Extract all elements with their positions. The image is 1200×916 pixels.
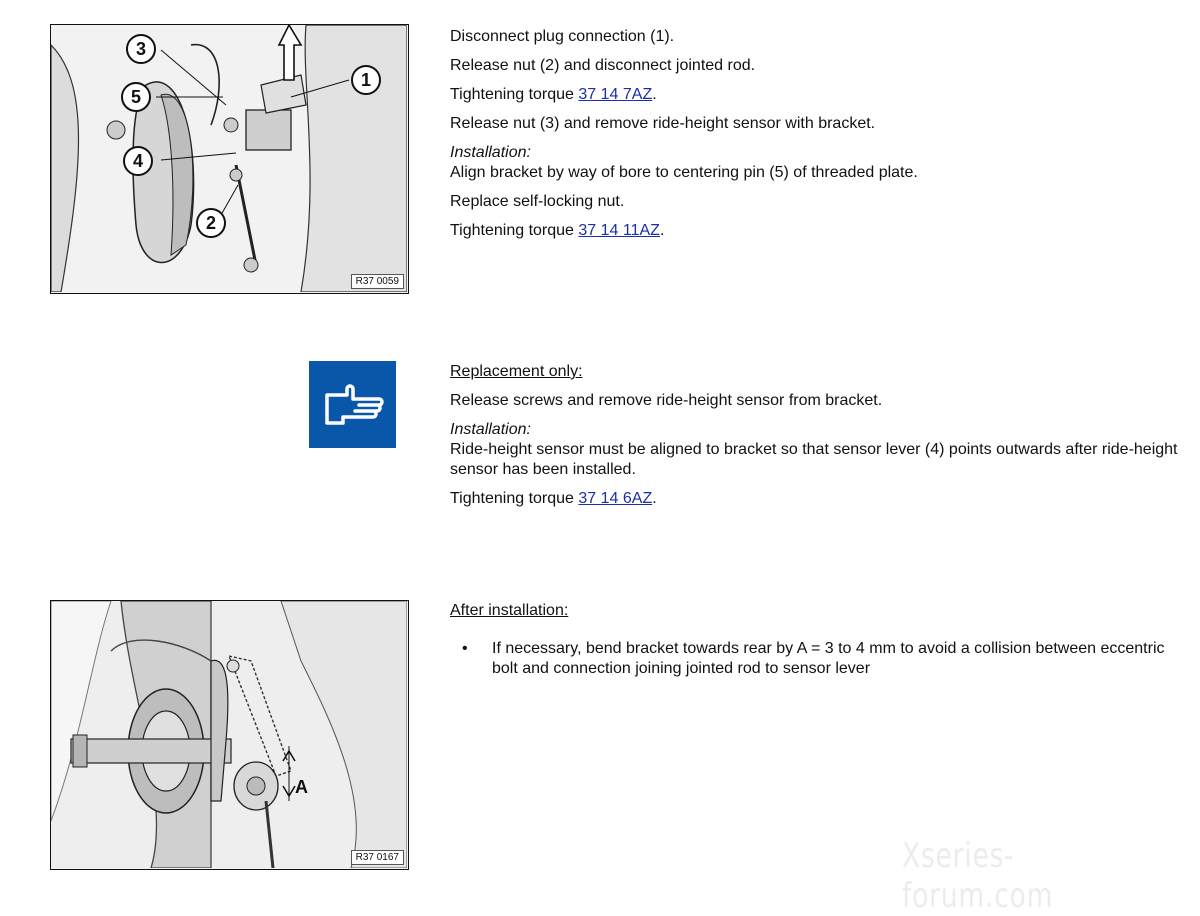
torque-line-1: Tightening torque 37 14 7AZ.	[450, 86, 657, 103]
bracket-illustration	[51, 601, 407, 868]
torque-line-2: Tightening torque 37 14 11AZ.	[450, 222, 665, 239]
callout-4: 4	[123, 146, 153, 176]
step-release-nut-2: Release nut (2) and disconnect jointed rod.	[450, 57, 756, 74]
torque-line-3: Tightening torque 37 14 6AZ.	[450, 490, 657, 507]
step-release-nut-3: Release nut (3) and remove ride-height sensor with bracket.	[450, 115, 876, 132]
step-release-screws: Release screws and remove ride-height sensor from bracket.	[450, 392, 883, 409]
list-item	[462, 639, 1190, 679]
figure-id-2: R37 0167	[351, 850, 404, 865]
installation-label-2: Installation:	[450, 421, 531, 438]
torque-link-37-14-6az[interactable]: 37 14 6AZ	[578, 490, 653, 507]
dimension-label-a: A	[295, 777, 308, 797]
step-disconnect-plug: Disconnect plug connection (1).	[450, 28, 675, 45]
section-replacement-only	[450, 362, 1190, 518]
watermark: Xseries-forum.com	[902, 836, 1054, 916]
pointing-hand-note-icon	[309, 361, 396, 448]
step-align-sensor: Ride-height sensor must be aligned to bracket so that sensor lever (4) points outwards after ride-height sensor has been installed.	[450, 441, 1178, 478]
step-align-bracket: Align bracket by way of bore to centering pin (5) of threaded plate.	[450, 164, 918, 181]
figure-bracket-bend	[50, 600, 409, 870]
torque-link-37-14-11az[interactable]: 37 14 11AZ	[578, 222, 660, 239]
after-installation-heading: After installation:	[450, 602, 569, 619]
section-after-installation	[450, 601, 1190, 679]
figure-id: R37 0059	[351, 274, 404, 289]
figure-ride-height-sensor	[50, 24, 409, 294]
callout-5: 5	[121, 82, 151, 112]
bend-bracket-instruction: If necessary, bend bracket towards rear by A = 3 to 4 mm to avoid a collision between eccentric bolt and connection joining jointed rod to sensor lever	[492, 640, 1165, 677]
bullet-dot: •	[462, 640, 468, 657]
step-replace-nut: Replace self-locking nut.	[450, 193, 625, 210]
section-removal-steps	[450, 27, 1190, 250]
installation-label: Installation:	[450, 144, 531, 161]
sensor-illustration	[51, 25, 407, 292]
replacement-heading: Replacement only:	[450, 363, 583, 380]
callout-1: 1	[351, 65, 381, 95]
torque-link-37-14-7az[interactable]: 37 14 7AZ	[578, 86, 653, 103]
callout-3: 3	[126, 34, 156, 64]
callout-2: 2	[196, 208, 226, 238]
